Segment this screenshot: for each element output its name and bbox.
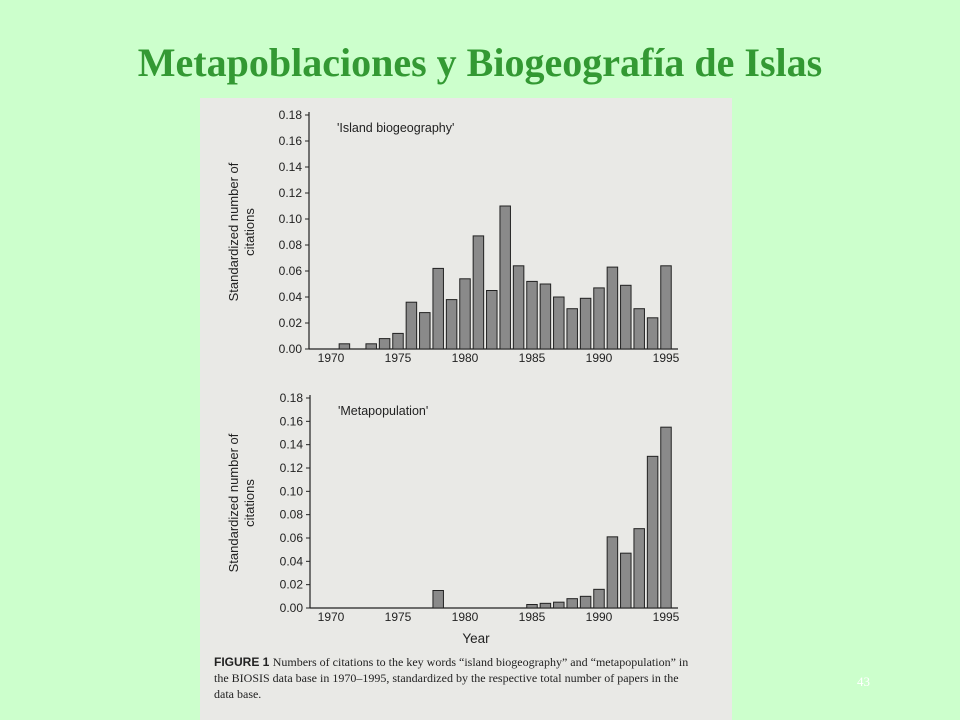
chart-bar bbox=[634, 309, 645, 349]
chart-bar bbox=[487, 291, 498, 350]
y-tick-label: 0.10 bbox=[278, 212, 302, 226]
chart-bar bbox=[513, 266, 524, 349]
chart-bar bbox=[567, 309, 578, 349]
chart-bar bbox=[621, 285, 632, 349]
chart-bar bbox=[500, 206, 511, 349]
chart-bar bbox=[607, 267, 618, 349]
y-tick-label: 0.04 bbox=[279, 554, 303, 569]
page-number: 43 bbox=[857, 674, 870, 689]
chart-bar bbox=[540, 284, 551, 349]
x-tick-label: 1985 bbox=[518, 610, 546, 624]
chart-bar bbox=[554, 297, 565, 349]
x-tick-label: 1980 bbox=[451, 610, 479, 624]
chart-bar bbox=[594, 288, 605, 349]
chart-title: 'Metapopulation' bbox=[338, 404, 429, 418]
chart-bar bbox=[393, 333, 404, 349]
chart-bar bbox=[473, 236, 484, 349]
chart-bar bbox=[460, 279, 471, 349]
chart-bar bbox=[433, 268, 444, 349]
chart-bar bbox=[647, 318, 658, 349]
scanned-figure bbox=[200, 98, 732, 720]
chart-bar bbox=[580, 596, 591, 608]
chart-bar bbox=[540, 603, 551, 608]
figure-caption-line3: data base. bbox=[214, 687, 262, 701]
figure-caption-label: FIGURE 1 bbox=[214, 655, 273, 669]
figure-charts bbox=[200, 98, 732, 720]
y-tick-label: 0.16 bbox=[279, 414, 303, 429]
x-tick-label: 1970 bbox=[317, 610, 345, 624]
x-tick-label: 1985 bbox=[518, 351, 546, 365]
y-tick-label: 0.16 bbox=[278, 134, 302, 148]
chart-bar bbox=[594, 589, 605, 608]
chart-bar bbox=[647, 456, 658, 608]
y-axis-label-line1: Standardized number of bbox=[226, 162, 241, 302]
chart-bar bbox=[554, 602, 565, 608]
x-tick-label: 1990 bbox=[585, 351, 613, 365]
x-tick-label: 1995 bbox=[652, 610, 680, 624]
x-tick-label: 1990 bbox=[585, 610, 613, 624]
x-axis-label: Year bbox=[462, 631, 490, 646]
chart-bar bbox=[339, 344, 350, 349]
y-tick-label: 0.14 bbox=[278, 160, 302, 174]
chart-bar bbox=[406, 302, 417, 349]
chart-bar bbox=[621, 553, 632, 608]
chart-bar bbox=[366, 344, 377, 349]
chart-bar bbox=[580, 298, 591, 349]
y-axis-label-line2: citations bbox=[242, 208, 257, 256]
chart-bar bbox=[661, 266, 672, 349]
y-tick-label: 0.06 bbox=[279, 531, 303, 545]
figure-caption-line1 bbox=[214, 655, 688, 669]
y-axis-label-line1: Standardized number of bbox=[226, 433, 241, 573]
x-tick-label: 1995 bbox=[652, 351, 680, 365]
y-tick-label: 0.12 bbox=[278, 186, 302, 200]
chart-bar bbox=[527, 281, 538, 349]
y-tick-label: 0.04 bbox=[278, 290, 302, 304]
y-axis-label-line2: citations bbox=[242, 479, 257, 527]
y-tick-label: 0.18 bbox=[279, 391, 303, 405]
y-tick-label: 0.06 bbox=[278, 264, 302, 278]
chart-bar bbox=[420, 313, 431, 349]
y-tick-label: 0.00 bbox=[278, 342, 302, 356]
y-tick-label: 0.12 bbox=[279, 461, 303, 475]
x-tick-label: 1975 bbox=[384, 610, 412, 624]
chart-bar bbox=[661, 427, 672, 608]
x-tick-label: 1975 bbox=[384, 351, 412, 365]
chart-bar bbox=[567, 599, 578, 608]
y-tick-label: 0.08 bbox=[278, 238, 302, 252]
chart-bar bbox=[433, 591, 444, 609]
figure-caption-line2: the BIOSIS data base in 1970–1995, standardized by the respective total number of papers in the bbox=[214, 671, 679, 685]
x-tick-label: 1980 bbox=[451, 351, 479, 365]
slide-title: Metapoblaciones y Biogeografía de Islas bbox=[137, 40, 823, 85]
chart-bar bbox=[634, 529, 645, 608]
y-tick-label: 0.08 bbox=[279, 507, 303, 522]
y-tick-label: 0.10 bbox=[279, 484, 303, 499]
y-tick-label: 0.14 bbox=[279, 437, 303, 452]
x-tick-label: 1970 bbox=[317, 351, 345, 365]
chart-bar bbox=[607, 537, 618, 608]
chart-title: 'Island biogeography' bbox=[337, 121, 455, 135]
y-tick-label: 0.18 bbox=[278, 108, 302, 122]
y-tick-label: 0.02 bbox=[279, 577, 303, 592]
y-tick-label: 0.00 bbox=[279, 601, 303, 615]
chart-bar bbox=[446, 300, 457, 349]
figure-caption-text: Numbers of citations to the key words “island biogeography” and “metapopulation” in bbox=[272, 655, 689, 669]
y-tick-label: 0.02 bbox=[278, 316, 302, 330]
chart-bar bbox=[379, 339, 390, 349]
chart-bar bbox=[527, 605, 538, 609]
